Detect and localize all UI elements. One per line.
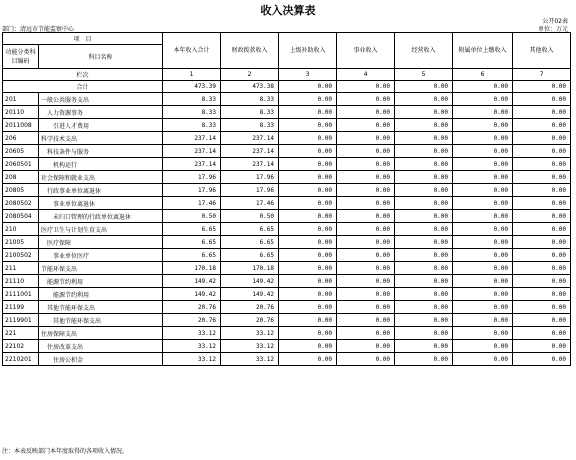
row-value: 237.14 [221,132,279,145]
total-value: 473.39 [163,81,221,93]
table-row [3,223,571,236]
row-value: 0.00 [279,301,337,314]
total-value: 473.38 [221,81,279,93]
row-value: 0.00 [337,353,395,366]
table-row [3,171,571,184]
row-value: 0.00 [453,249,513,262]
row-value: 0.00 [453,314,513,327]
department-label: 部门：清远市节能监察中心 [2,26,75,33]
row-code: 201 [3,93,39,106]
row-value: 33.12 [221,327,279,340]
row-value: 0.00 [337,288,395,301]
row-code: 221 [3,327,39,340]
row-value: 0.00 [453,145,513,158]
row-code: 2080504 [3,210,39,223]
row-value: 0.00 [453,197,513,210]
row-value: 0.00 [395,340,453,353]
row-value: 0.00 [337,197,395,210]
row-value: 20.76 [163,301,221,314]
row-value: 0.00 [513,171,571,184]
column-number: 2 [221,69,279,81]
row-value: 0.00 [395,249,453,262]
column-number: 7 [513,69,571,81]
table-row [3,132,571,145]
table-row [3,197,571,210]
row-code: 21199 [3,301,39,314]
row-value: 0.00 [453,93,513,106]
column-number-row [3,69,571,81]
table-row [3,93,571,106]
row-name: 其他节能环保支出 [39,314,163,327]
row-value: 237.14 [221,158,279,171]
row-value: 0.00 [279,132,337,145]
col-header-business-income: 事业收入 [337,33,395,69]
col-header-affiliated-unit-income: 附属单位上缴收入 [453,33,513,69]
row-name: 社会保障和就业支出 [39,171,163,184]
row-name: 机构运行 [39,158,163,171]
row-name: 医疗保障 [39,236,163,249]
row-value: 33.12 [163,327,221,340]
row-value: 0.00 [395,288,453,301]
row-value: 20.76 [163,314,221,327]
total-value: 0.00 [395,81,453,93]
row-value: 0.00 [279,106,337,119]
row-value: 0.00 [279,288,337,301]
row-value: 0.00 [453,236,513,249]
row-code: 2080502 [3,197,39,210]
row-code: 210 [3,223,39,236]
total-label: 合计 [3,81,163,93]
row-value: 0.00 [513,223,571,236]
col-header-other-income: 其他收入 [513,33,571,69]
row-value: 0.00 [337,210,395,223]
row-value: 0.00 [337,93,395,106]
row-value: 0.00 [513,275,571,288]
row-value: 33.12 [221,353,279,366]
row-value: 17.46 [163,197,221,210]
row-value: 0.00 [279,327,337,340]
row-value: 17.96 [221,171,279,184]
row-name: 引进人才费用 [39,119,163,132]
table-row [3,249,571,262]
row-value: 0.00 [513,210,571,223]
row-value: 0.00 [279,223,337,236]
row-value: 0.00 [395,236,453,249]
row-value: 0.00 [337,236,395,249]
row-value: 0.00 [513,158,571,171]
row-value: 6.65 [221,223,279,236]
row-code: 2119901 [3,314,39,327]
column-number-label: 栏次 [3,69,163,81]
row-value: 0.00 [395,145,453,158]
row-value: 0.00 [513,262,571,275]
code-column-header: 功能分类科目编码 [3,45,39,69]
row-value: 149.42 [221,275,279,288]
row-name: 能源节约利用 [39,288,163,301]
table-row [3,106,571,119]
row-value: 0.00 [337,223,395,236]
row-value: 6.65 [163,223,221,236]
row-value: 33.12 [163,353,221,366]
row-value: 0.00 [279,249,337,262]
row-value: 0.00 [513,301,571,314]
row-value: 8.33 [221,93,279,106]
row-value: 0.00 [453,119,513,132]
row-value: 20.76 [221,314,279,327]
row-name: 能源节约利用 [39,275,163,288]
row-value: 0.00 [513,353,571,366]
row-value: 6.65 [221,236,279,249]
row-value: 0.00 [279,236,337,249]
table-row [3,288,571,301]
row-value: 0.00 [279,171,337,184]
row-value: 0.00 [279,340,337,353]
row-code: 2210201 [3,353,39,366]
row-value: 0.00 [513,119,571,132]
row-value: 0.00 [395,210,453,223]
row-code: 2111001 [3,288,39,301]
row-value: 0.00 [453,301,513,314]
form-number: 公开02表 [542,18,568,25]
row-value: 0.00 [337,275,395,288]
row-value: 0.00 [395,353,453,366]
column-number: 5 [395,69,453,81]
row-value: 0.00 [453,340,513,353]
row-name: 医疗卫生与计划生育支出 [39,223,163,236]
row-value: 0.00 [453,288,513,301]
row-name: 科技条件与服务 [39,145,163,158]
col-header-superior-subsidy: 上级补助收入 [279,33,337,69]
row-value: 0.00 [279,262,337,275]
row-name: 人力资源事务 [39,106,163,119]
row-value: 0.00 [279,119,337,132]
row-value: 0.00 [453,171,513,184]
row-value: 0.00 [513,236,571,249]
row-value: 0.00 [395,197,453,210]
row-value: 0.00 [453,210,513,223]
row-value: 0.00 [337,340,395,353]
total-value: 0.00 [453,81,513,93]
row-value: 149.42 [163,288,221,301]
row-name: 事业单位离退休 [39,197,163,210]
row-value: 20.76 [221,301,279,314]
row-value: 237.14 [221,145,279,158]
row-code: 2060501 [3,158,39,171]
row-value: 17.46 [221,197,279,210]
row-value: 8.33 [221,106,279,119]
row-name: 住房改革支出 [39,340,163,353]
row-value: 0.00 [395,275,453,288]
row-value: 0.00 [279,197,337,210]
row-value: 0.00 [337,249,395,262]
column-number: 6 [453,69,513,81]
row-value: 33.12 [163,340,221,353]
row-value: 0.00 [453,158,513,171]
row-name: 未归口管理的行政单位离退休 [39,210,163,223]
row-value: 0.00 [337,314,395,327]
row-code: 2100502 [3,249,39,262]
row-value: 0.00 [395,119,453,132]
row-value: 0.50 [221,210,279,223]
table-row [3,275,571,288]
row-value: 33.12 [221,340,279,353]
row-value: 17.96 [221,184,279,197]
row-value: 0.00 [513,327,571,340]
row-value: 0.00 [453,184,513,197]
row-value: 0.00 [395,314,453,327]
row-value: 0.00 [453,132,513,145]
row-value: 8.33 [163,119,221,132]
row-name: 住房保障支出 [39,327,163,340]
col-header-fiscal-appropriation: 财政拨款收入 [221,33,279,69]
row-value: 0.00 [395,327,453,340]
row-value: 6.65 [163,236,221,249]
row-value: 0.00 [395,158,453,171]
row-value: 149.42 [221,288,279,301]
row-value: 0.00 [513,145,571,158]
row-code: 211 [3,262,39,275]
total-value: 0.00 [337,81,395,93]
row-value: 8.33 [163,106,221,119]
table-row [3,210,571,223]
row-value: 0.00 [395,223,453,236]
row-value: 6.65 [163,249,221,262]
total-value: 0.00 [513,81,571,93]
row-value: 170.18 [163,262,221,275]
row-code: 2011008 [3,119,39,132]
row-value: 0.00 [337,262,395,275]
row-value: 0.00 [395,262,453,275]
row-name: 事业单位医疗 [39,249,163,262]
table-row [3,184,571,197]
row-value: 0.00 [395,132,453,145]
row-name: 科学技术支出 [39,132,163,145]
row-value: 17.96 [163,171,221,184]
total-row [3,81,571,93]
column-number: 1 [163,69,221,81]
table-row [3,314,571,327]
table-body [3,93,571,366]
unit-label: 单位：万元 [537,26,568,33]
row-value: 0.00 [337,171,395,184]
table-row [3,340,571,353]
row-value: 0.00 [513,197,571,210]
table-row [3,301,571,314]
row-code: 206 [3,132,39,145]
table-row [3,145,571,158]
row-value: 17.96 [163,184,221,197]
row-value: 0.00 [279,275,337,288]
row-code: 21005 [3,236,39,249]
row-value: 0.00 [513,106,571,119]
row-value: 149.42 [163,275,221,288]
row-value: 0.00 [395,301,453,314]
row-value: 8.33 [221,119,279,132]
row-value: 0.00 [337,184,395,197]
row-value: 0.00 [513,132,571,145]
row-value: 0.00 [453,327,513,340]
row-value: 0.00 [513,340,571,353]
row-value: 0.00 [395,93,453,106]
row-value: 0.00 [279,158,337,171]
row-value: 0.00 [337,327,395,340]
row-value: 170.18 [221,262,279,275]
row-value: 0.00 [453,223,513,236]
row-value: 0.00 [513,288,571,301]
row-value: 0.00 [337,301,395,314]
row-code: 20110 [3,106,39,119]
row-value: 0.00 [395,184,453,197]
table-row [3,119,571,132]
page-title: 收入决算表 [260,4,316,17]
row-value: 0.00 [279,210,337,223]
row-value: 0.00 [279,184,337,197]
row-name: 一般公共服务支出 [39,93,163,106]
row-value: 6.65 [221,249,279,262]
row-value: 0.00 [513,314,571,327]
row-code: 22102 [3,340,39,353]
row-value: 0.00 [337,158,395,171]
table-row [3,327,571,340]
row-value: 0.00 [337,132,395,145]
row-value: 0.00 [513,249,571,262]
row-value: 0.00 [453,106,513,119]
income-table [2,32,571,366]
table-row [3,262,571,275]
row-code: 20605 [3,145,39,158]
row-code: 21110 [3,275,39,288]
column-number: 4 [337,69,395,81]
row-value: 0.00 [337,119,395,132]
row-value: 237.14 [163,145,221,158]
row-value: 0.00 [453,275,513,288]
name-column-header: 科目名称 [39,45,163,69]
col-header-total-income: 本年收入合计 [163,33,221,69]
row-value: 0.00 [337,106,395,119]
row-name: 节能环保支出 [39,262,163,275]
row-value: 0.00 [279,145,337,158]
row-name: 住房公积金 [39,353,163,366]
row-name: 行政事业单位离退休 [39,184,163,197]
row-value: 0.00 [279,93,337,106]
col-header-operating-income: 经营收入 [395,33,453,69]
row-value: 0.50 [163,210,221,223]
row-value: 0.00 [395,106,453,119]
row-value: 0.00 [337,145,395,158]
footnote: 注：本表反映部门本年度取得的各项收入情况。 [2,448,129,455]
row-code: 208 [3,171,39,184]
table-row [3,236,571,249]
table-row [3,158,571,171]
row-value: 0.00 [279,353,337,366]
column-number: 3 [279,69,337,81]
row-value: 237.14 [163,158,221,171]
row-value: 8.33 [163,93,221,106]
row-value: 0.00 [279,314,337,327]
total-value: 0.00 [279,81,337,93]
row-name: 其他节能环保支出 [39,301,163,314]
project-header: 项 目 [3,33,163,45]
row-value: 237.14 [163,132,221,145]
row-value: 0.00 [513,184,571,197]
row-value: 0.00 [395,171,453,184]
row-value: 0.00 [453,262,513,275]
row-value: 0.00 [453,353,513,366]
row-code: 20805 [3,184,39,197]
row-value: 0.00 [513,93,571,106]
table-row [3,353,571,366]
